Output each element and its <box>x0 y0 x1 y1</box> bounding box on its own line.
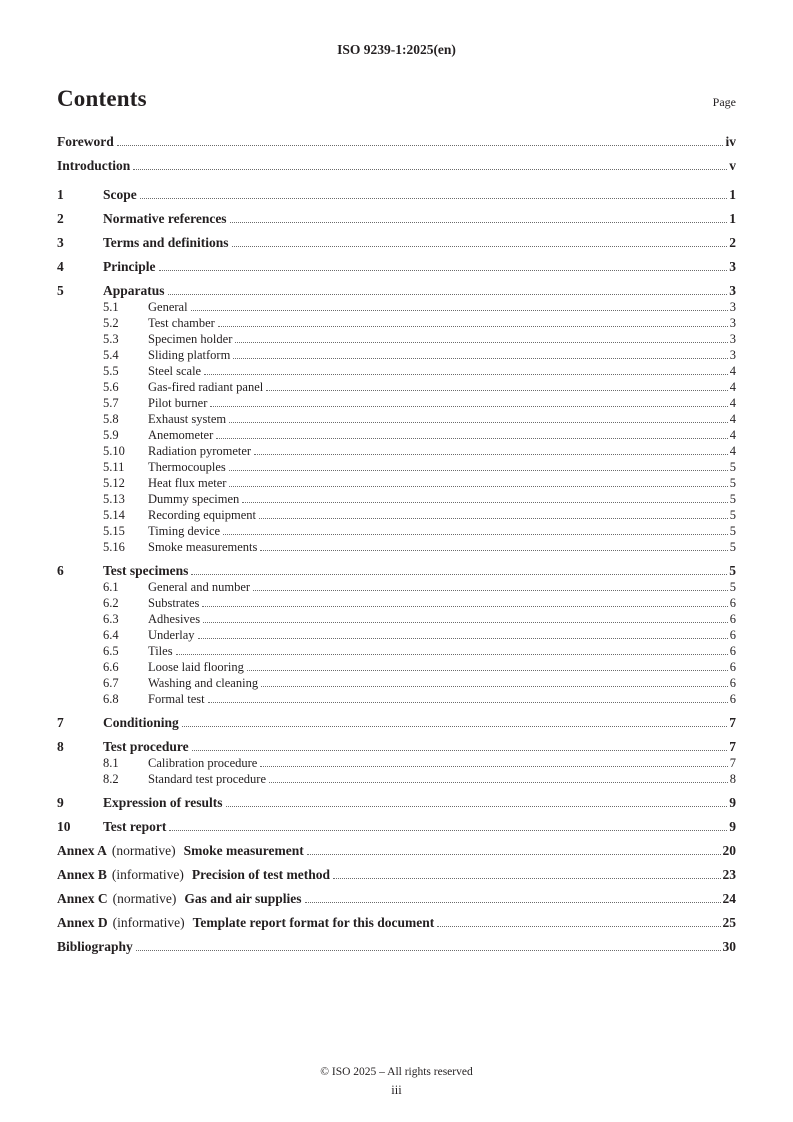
page-number: 6 <box>729 628 736 642</box>
clause-number: 5.7 <box>103 396 119 410</box>
page-number: 5 <box>729 563 736 578</box>
page-number: 7 <box>729 739 736 754</box>
toc-entry[interactable] <box>57 891 736 907</box>
toc-entry[interactable] <box>57 491 736 507</box>
page-footer <box>0 1065 793 1122</box>
toc-entry[interactable] <box>57 739 736 755</box>
clause-title: General and number <box>148 580 251 594</box>
page-number: 3 <box>729 316 736 330</box>
page-number: 4 <box>729 364 736 378</box>
dot-leader <box>140 198 728 199</box>
page-number: 24 <box>722 891 736 906</box>
clause-number: 5.2 <box>103 316 119 330</box>
dot-leader <box>261 686 728 687</box>
dot-leader <box>226 806 728 807</box>
page-number: 6 <box>729 692 736 706</box>
dot-leader <box>260 766 727 767</box>
clause-title: Specimen holder <box>148 332 233 346</box>
dot-leader <box>176 654 728 655</box>
toc-entry[interactable] <box>57 363 736 379</box>
dot-leader <box>208 702 728 703</box>
toc-entry[interactable] <box>57 819 736 835</box>
page-number: 5 <box>729 476 736 490</box>
toc-entry[interactable] <box>57 283 736 299</box>
clause-title: Substrates <box>148 596 200 610</box>
clause-title: Washing and cleaning <box>148 676 259 690</box>
clause-title: Test specimens <box>103 563 189 578</box>
annex-qualifier: (informative) <box>111 867 184 882</box>
clause-number: 5.4 <box>103 348 119 362</box>
clause-number: 5.15 <box>103 524 125 538</box>
toc-entry[interactable] <box>57 475 736 491</box>
page-number: 5 <box>729 540 736 554</box>
clause-number: 5.12 <box>103 476 125 490</box>
dot-leader <box>191 574 727 575</box>
dot-leader <box>437 926 720 927</box>
toc-entry[interactable] <box>57 675 736 691</box>
page-number: 6 <box>729 612 736 626</box>
clause-number: 6.7 <box>103 676 119 690</box>
page-number: 9 <box>729 795 736 810</box>
clause-title: Gas-fired radiant panel <box>148 380 264 394</box>
clause-number: 9 <box>57 795 64 810</box>
clause-number: 6.2 <box>103 596 119 610</box>
clause-title: Principle <box>103 259 156 274</box>
page-number: 9 <box>729 819 736 834</box>
toc-entry[interactable] <box>57 395 736 411</box>
clause-title: Exhaust system <box>148 412 227 426</box>
contents-title: Contents <box>57 86 147 111</box>
toc-entry[interactable] <box>57 235 736 251</box>
clause-number: 6.6 <box>103 660 119 674</box>
clause-title: Conditioning <box>103 715 179 730</box>
dot-leader <box>182 726 727 727</box>
clause-number: 8.1 <box>103 756 119 770</box>
clause-number: 10 <box>57 819 71 834</box>
dot-leader <box>203 622 728 623</box>
dot-leader <box>260 550 727 551</box>
page-number: 4 <box>729 412 736 426</box>
page-number: 20 <box>722 843 736 858</box>
toc-entry[interactable] <box>57 443 736 459</box>
dot-leader <box>247 670 728 671</box>
copyright-notice: © ISO 2025 – All rights reserved <box>320 1066 473 1078</box>
dot-leader <box>229 470 728 471</box>
clause-title: Standard test procedure <box>148 772 267 786</box>
clause-number: 4 <box>57 259 64 274</box>
clause-number: 5.3 <box>103 332 119 346</box>
dot-leader <box>307 854 721 855</box>
dot-leader <box>235 342 727 343</box>
annex-qualifier: (normative) <box>111 843 176 858</box>
toc-entry[interactable] <box>57 315 736 331</box>
page-number: 3 <box>729 259 736 274</box>
clause-title: Radiation pyrometer <box>148 444 252 458</box>
page-number: 23 <box>722 867 736 882</box>
page-number: 6 <box>729 660 736 674</box>
clause-title: Test report <box>103 819 167 834</box>
annex-label: Annex C <box>57 891 108 906</box>
page-number: 7 <box>729 715 736 730</box>
clause-number: 6.1 <box>103 580 119 594</box>
toc-entry[interactable] <box>57 259 736 275</box>
page-number: 7 <box>729 756 736 770</box>
clause-number: 5.8 <box>103 412 119 426</box>
toc-entry[interactable] <box>57 691 736 707</box>
clause-number: 2 <box>57 211 64 226</box>
toc-entry[interactable] <box>57 659 736 675</box>
page-number: 3 <box>729 332 736 346</box>
clause-title: Dummy specimen <box>148 492 240 506</box>
page-number: v <box>729 158 736 173</box>
toc-entry[interactable] <box>57 158 736 174</box>
dot-leader <box>254 454 728 455</box>
clause-number: 6.8 <box>103 692 119 706</box>
dot-leader <box>198 638 728 639</box>
annex-title: Precision of test method <box>191 867 330 882</box>
clause-title: Adhesives <box>148 612 201 626</box>
page-number: 4 <box>729 396 736 410</box>
dot-leader <box>333 878 721 879</box>
annex-title: Smoke measurement <box>183 843 304 858</box>
annex-label: Annex B <box>57 867 107 882</box>
clause-title: Tiles <box>148 644 173 658</box>
clause-number: 8 <box>57 739 64 754</box>
toc-entry[interactable] <box>57 715 736 731</box>
dot-leader <box>232 246 728 247</box>
clause-number: 1 <box>57 187 64 202</box>
clause-title: Calibration procedure <box>148 756 258 770</box>
toc-entry[interactable] <box>57 379 736 395</box>
dot-leader <box>136 950 721 951</box>
page-number: 3 <box>729 300 736 314</box>
dot-leader <box>169 830 727 831</box>
toc-entry[interactable] <box>57 595 736 611</box>
toc-entry[interactable] <box>57 843 736 859</box>
clause-title: Formal test <box>148 692 205 706</box>
clause-title: Pilot burner <box>148 396 208 410</box>
toc-entry[interactable] <box>57 134 736 150</box>
toc-entry[interactable] <box>57 627 736 643</box>
clause-title: Underlay <box>148 628 195 642</box>
dot-leader <box>253 590 728 591</box>
clause-number: 5.11 <box>103 460 125 474</box>
page-number: 6 <box>729 676 736 690</box>
toc-entry[interactable] <box>57 187 736 203</box>
page-number: 5 <box>729 508 736 522</box>
annex-label: Annex A <box>57 843 107 858</box>
clause-number: 5.5 <box>103 364 119 378</box>
clause-number: 5.14 <box>103 508 125 522</box>
clause-number: 6 <box>57 563 64 578</box>
toc-entry[interactable] <box>57 867 736 883</box>
dot-leader <box>242 502 727 503</box>
clause-title: Thermocouples <box>148 460 226 474</box>
clause-number: 3 <box>57 235 64 250</box>
dot-leader <box>223 534 728 535</box>
toc-entry[interactable] <box>57 563 736 579</box>
clause-title: Test chamber <box>148 316 215 330</box>
clause-title: Smoke measurements <box>148 540 258 554</box>
dot-leader <box>216 438 727 439</box>
page-number: 4 <box>729 380 736 394</box>
toc-entry[interactable] <box>57 643 736 659</box>
dot-leader <box>305 902 721 903</box>
dot-leader <box>233 358 727 359</box>
toc-entry[interactable] <box>57 331 736 347</box>
clause-title: Steel scale <box>148 364 202 378</box>
clause-title: Loose laid flooring <box>148 660 244 674</box>
page-number: iv <box>725 134 736 149</box>
dot-leader <box>229 486 727 487</box>
entry-title: Introduction <box>57 158 131 173</box>
clause-title: Recording equipment <box>148 508 256 522</box>
page-number: 4 <box>729 444 736 458</box>
page-number: 6 <box>729 596 736 610</box>
page-number: 3 <box>729 348 736 362</box>
dot-leader <box>210 406 727 407</box>
toc-entry[interactable] <box>57 427 736 443</box>
annex-qualifier: (normative) <box>112 891 177 906</box>
dot-leader <box>202 606 727 607</box>
page-number: 2 <box>729 235 736 250</box>
annex-qualifier: (informative) <box>112 915 185 930</box>
clause-title: Sliding platform <box>148 348 231 362</box>
toc-entry[interactable] <box>57 539 736 555</box>
page-number: 5 <box>729 460 736 474</box>
dot-leader <box>204 374 728 375</box>
clause-number: 6.5 <box>103 644 119 658</box>
toc-entry[interactable] <box>57 211 736 227</box>
dot-leader <box>230 222 728 223</box>
page-column-label: Page <box>712 95 736 109</box>
toc-entry[interactable] <box>57 755 736 771</box>
clause-number: 6.4 <box>103 628 119 642</box>
toc-entry[interactable] <box>57 507 736 523</box>
clause-title: Heat flux meter <box>148 476 227 490</box>
page-number: 5 <box>729 492 736 506</box>
toc-entry[interactable] <box>57 915 736 931</box>
dot-leader <box>168 294 728 295</box>
clause-title: Expression of results <box>103 795 223 810</box>
page-number: 3 <box>729 283 736 298</box>
annex-title: Template report format for this document <box>192 915 435 930</box>
clause-number: 5.16 <box>103 540 125 554</box>
toc-entry[interactable] <box>57 299 736 315</box>
clause-title: Scope <box>103 187 137 202</box>
annex-label: Annex D <box>57 915 108 930</box>
clause-title: General <box>148 300 188 314</box>
clause-number: 5.1 <box>103 300 119 314</box>
clause-title: Timing device <box>148 524 221 538</box>
dot-leader <box>269 782 728 783</box>
toc-entry[interactable] <box>57 347 736 363</box>
dot-leader <box>192 750 728 751</box>
clause-title: Test procedure <box>103 739 189 754</box>
clause-number: 6.3 <box>103 612 119 626</box>
toc-entry[interactable] <box>57 411 736 427</box>
clause-number: 8.2 <box>103 772 119 786</box>
clause-number: 5 <box>57 283 64 298</box>
toc-entry[interactable] <box>57 523 736 539</box>
dot-leader <box>229 422 728 423</box>
clause-title: Anemometer <box>148 428 214 442</box>
toc-entry[interactable] <box>57 611 736 627</box>
table-of-contents <box>57 126 736 955</box>
clause-number: 7 <box>57 715 64 730</box>
page-number: 5 <box>729 580 736 594</box>
document-reference-header: ISO 9239-1:2025(en) <box>337 42 456 57</box>
clause-title: Normative references <box>103 211 227 226</box>
clause-number: 5.13 <box>103 492 125 506</box>
dot-leader <box>259 518 728 519</box>
contents-header-bar <box>57 86 736 112</box>
page-number: 5 <box>729 524 736 538</box>
page-number: 1 <box>729 187 736 202</box>
page-number: 25 <box>722 915 736 930</box>
page-number: 4 <box>729 428 736 442</box>
dot-leader <box>266 390 728 391</box>
folio-page-number: iii <box>391 1083 402 1097</box>
dot-leader <box>159 270 728 271</box>
dot-leader <box>191 310 728 311</box>
page-number: 8 <box>729 772 736 786</box>
dot-leader <box>117 145 724 146</box>
page-number: 6 <box>729 644 736 658</box>
toc-entry[interactable] <box>57 795 736 811</box>
dot-leader <box>218 326 728 327</box>
toc-entry[interactable] <box>57 459 736 475</box>
clause-number: 5.6 <box>103 380 119 394</box>
clause-number: 5.10 <box>103 444 125 458</box>
page-number: 1 <box>729 211 736 226</box>
annex-title: Gas and air supplies <box>184 891 302 906</box>
clause-number: 5.9 <box>103 428 119 442</box>
page-number: 30 <box>722 939 736 954</box>
toc-entry[interactable] <box>57 939 736 955</box>
toc-entry[interactable] <box>57 579 736 595</box>
clause-title: Apparatus <box>103 283 165 298</box>
toc-entry[interactable] <box>57 771 736 787</box>
dot-leader <box>133 169 727 170</box>
entry-title: Foreword <box>57 134 114 149</box>
clause-title: Terms and definitions <box>103 235 229 250</box>
entry-title: Bibliography <box>57 939 133 954</box>
